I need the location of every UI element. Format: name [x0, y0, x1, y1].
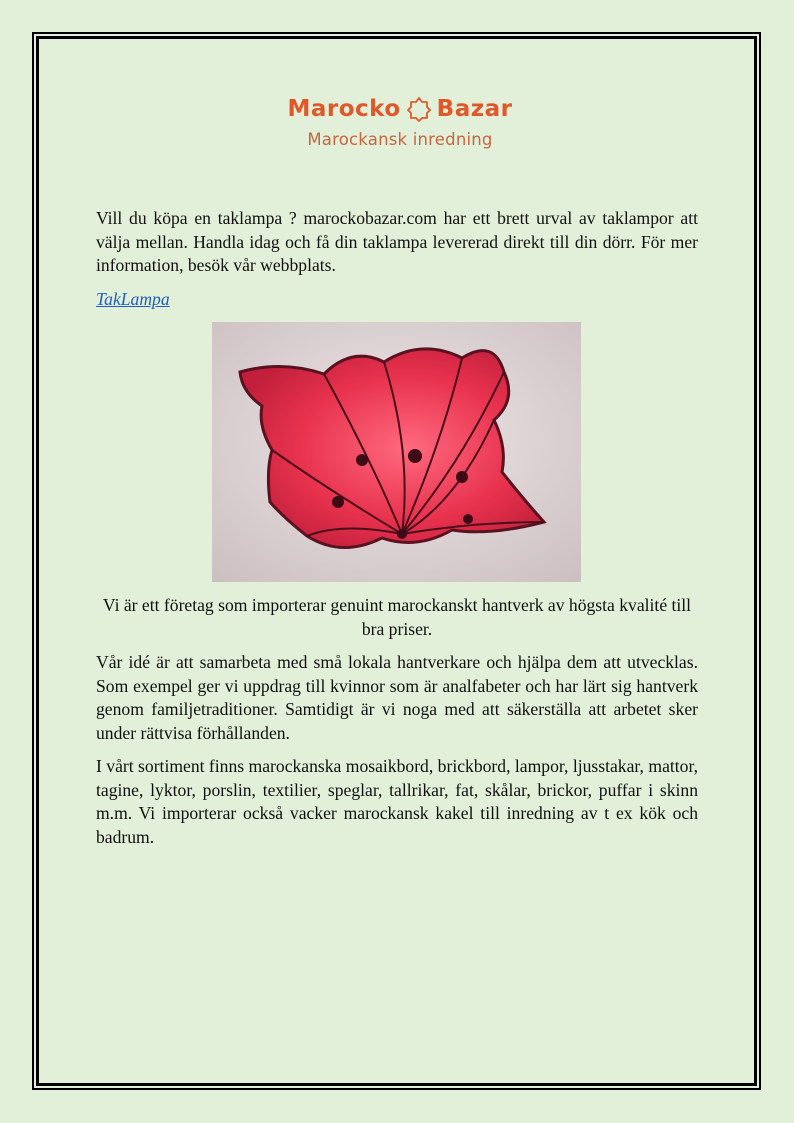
logo-title	[270, 96, 530, 122]
logo-tagline: Marockansk inredning	[307, 130, 493, 149]
idea-paragraph: Vår idé är att samarbeta med små lokala hantverkare och hjälpa dem att utvecklas. Som exempel ger vi uppdrag till kvinnor som är analfabeter och har lärt sig hantverk genom familjetraditioner. Samtidigt är vi noga med att säkerställa att arbetet sker under rättvisa förhållanden.	[96, 652, 698, 743]
lantern-icon	[407, 96, 431, 122]
assortment-paragraph: I vårt sortiment finns marockanska mosaikbord, brickbord, lampor, ljusstakar, mattor, tagine, lyktor, porslin, textilier, speglar, tallrikar, fat, skålar, brickor, puffar i skinn m.m. Vi importerar också vacker marockansk kakel till inredning av t ex kök och badrum.	[96, 756, 698, 847]
logo-word-marocko: Marocko	[287, 96, 401, 122]
ceiling-lamp-photo	[212, 322, 581, 582]
intro-paragraph: Vill du köpa en taklampa ? marockobazar.com har ett brett urval av taklampor att välja mellan. Handla idag och få din taklampa levererad direkt till din dörr. För mer information, besök vår webbplats.	[96, 208, 698, 275]
company-paragraph: Vi är ett företag som importerar genuint marockanskt hantverk av högsta kvalité till bra priser.	[102, 595, 692, 639]
main-content	[96, 207, 698, 859]
marocko-bazar-logo	[270, 96, 530, 166]
logo-word-bazar: Bazar	[436, 96, 513, 122]
taklampa-link[interactable]: TakLampa	[96, 288, 170, 309]
